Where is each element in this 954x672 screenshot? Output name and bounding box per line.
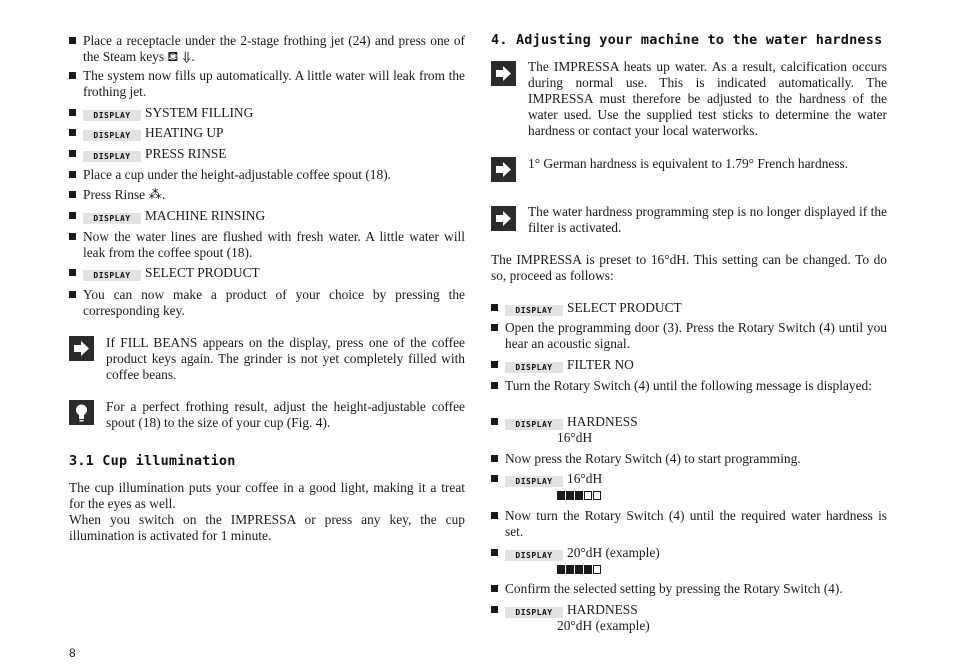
list-item: [69, 229, 465, 261]
level-square-empty: [584, 491, 592, 500]
item-text: Turn the Rotary Switch (4) until the following message is displayed:: [505, 378, 872, 393]
item-text: Now turn the Rotary Switch (4) until the required water hardness is set.: [505, 508, 887, 539]
item-text: Now press the Rotary Switch (4) to start programming.: [505, 451, 801, 466]
display-message: SELECT PRODUCT: [145, 265, 260, 280]
item-text: Open the programming door (3). Press the Rotary Switch (4) until you hear an acoustic signal.: [505, 320, 887, 351]
item-text: Place a receptacle under the 2-stage frothing jet (24) and press one of the Steam keys ⛾ ⇓.: [83, 33, 465, 64]
list-item: [491, 300, 887, 316]
level-square-filled: [575, 565, 583, 574]
list-item: [69, 208, 465, 224]
note-fill-beans: If FILL BEANS appears on the display, press one of the coffee product keys again. The grinder is not yet completely filled with coffee beans.: [106, 335, 465, 382]
bullet: [491, 606, 498, 613]
tip-frothing: For a perfect frothing result, adjust the height-adjustable coffee spout (18) to the size of your cup (Fig. 4).: [106, 399, 465, 430]
item-text: Confirm the selected setting by pressing the Rotary Switch (4).: [505, 581, 843, 596]
note-filter: The water hardness programming step is no longer displayed if the filter is activated.: [528, 204, 887, 235]
bullet: [491, 304, 498, 311]
display-icon: DISPLAY: [505, 476, 563, 487]
item-text: The system now fills up automatically. A little water will leak from the frothing jet.: [83, 68, 465, 99]
display-icon: DISPLAY: [83, 213, 141, 224]
list-item: [491, 471, 887, 503]
section-heading: 3.1 Cup illumination: [69, 453, 236, 469]
list-item: [69, 33, 465, 65]
list-item: [69, 125, 465, 141]
bullet: [69, 37, 76, 44]
item-text: Now the water lines are flushed with fresh water. A little water will leak from the coffee spout (18).: [83, 229, 465, 260]
level-square-filled: [584, 565, 592, 574]
bullet: [69, 269, 76, 276]
hardness-level-bar: [557, 561, 887, 577]
item-text: Press Rinse ⁂.: [83, 187, 166, 202]
display-icon: DISPLAY: [505, 607, 563, 618]
list-item: [491, 451, 887, 467]
paragraph: The cup illumination puts your coffee in a good light, making it a treat for the eyes as well.: [69, 480, 465, 511]
bullet: [491, 512, 498, 519]
bullet: [69, 191, 76, 198]
arrow-note-icon: [491, 61, 516, 86]
bullet: [69, 291, 76, 298]
list-item: [69, 68, 465, 100]
section-heading: 4. Adjusting your machine to the water hardness: [491, 32, 883, 48]
display-message-line2: 20°dH (example): [557, 618, 650, 633]
level-square-filled: [557, 565, 565, 574]
list-item: [69, 287, 465, 319]
bullet: [69, 171, 76, 178]
list-item: [69, 167, 465, 183]
item-text: You can now make a product of your choice by pressing the corresponding key.: [83, 287, 465, 318]
display-message-line2: 16°dH: [557, 430, 593, 445]
list-item: [491, 581, 887, 597]
note-hardness-conversion: 1° German hardness is equivalent to 1.79° French hardness.: [528, 156, 849, 171]
list-item: [69, 146, 465, 162]
level-square-filled: [557, 491, 565, 500]
display-message: HARDNESS: [567, 602, 638, 617]
display-icon: DISPLAY: [83, 151, 141, 162]
bullet: [69, 72, 76, 79]
lightbulb-tip-icon: [69, 400, 94, 425]
arrow-note-icon: [491, 157, 516, 182]
level-square-empty: [593, 565, 601, 574]
display-message: FILTER NO: [567, 357, 634, 372]
bullet: [491, 549, 498, 556]
bullet: [69, 150, 76, 157]
display-message: PRESS RINSE: [145, 146, 227, 161]
list-item: [491, 320, 887, 352]
list-item: [491, 508, 887, 540]
display-message: HEATING UP: [145, 125, 224, 140]
paragraph: When you switch on the IMPRESSA or press any key, the cup illumination is activated for 1 minute.: [69, 512, 465, 543]
list-item: [491, 545, 887, 577]
display-message: HARDNESS: [567, 414, 638, 429]
bullet: [69, 129, 76, 136]
item-text: Place a cup under the height-adjustable coffee spout (18).: [83, 167, 391, 182]
display-message: SELECT PRODUCT: [567, 300, 682, 315]
arrow-note-icon: [69, 336, 94, 361]
display-icon: DISPLAY: [83, 110, 141, 121]
display-icon: DISPLAY: [505, 550, 563, 561]
display-icon: DISPLAY: [83, 130, 141, 141]
level-square-filled: [566, 565, 574, 574]
bullet: [491, 361, 498, 368]
level-square-filled: [575, 491, 583, 500]
list-item: [69, 265, 465, 281]
display-icon: DISPLAY: [83, 270, 141, 281]
page-number: 8: [69, 646, 76, 660]
bullet: [491, 418, 498, 425]
list-item: [491, 602, 887, 634]
list-item: [491, 414, 887, 446]
list-item: [491, 378, 887, 394]
bullet: [491, 585, 498, 592]
bullet: [69, 212, 76, 219]
bullet: [491, 382, 498, 389]
bullet: [69, 233, 76, 240]
bullet: [491, 455, 498, 462]
list-item: [69, 187, 465, 203]
bullet: [491, 475, 498, 482]
display-icon: DISPLAY: [505, 305, 563, 316]
display-icon: DISPLAY: [505, 419, 563, 430]
level-square-filled: [566, 491, 574, 500]
hardness-level-bar: [557, 487, 887, 503]
arrow-note-icon: [491, 206, 516, 231]
note-calcification: The IMPRESSA heats up water. As a result, calcification occurs during normal use. This is indicated automatically. The IMPRESSA must therefore be adjusted to the hardness of the water used. Use the supplied test sticks to determine the water hardness or contact your local waterworks.: [528, 59, 887, 138]
bullet: [491, 324, 498, 331]
level-square-empty: [593, 491, 601, 500]
bullet: [69, 109, 76, 116]
paragraph: The IMPRESSA is preset to 16°dH. This setting can be changed. To do so, proceed as follows:: [491, 252, 887, 283]
display-message: MACHINE RINSING: [145, 208, 266, 223]
display-message: 16°dH: [567, 471, 603, 486]
list-item: [69, 105, 465, 121]
display-message: SYSTEM FILLING: [145, 105, 254, 120]
display-icon: DISPLAY: [505, 362, 563, 373]
display-message: 20°dH (example): [567, 545, 660, 560]
list-item: [491, 357, 887, 373]
